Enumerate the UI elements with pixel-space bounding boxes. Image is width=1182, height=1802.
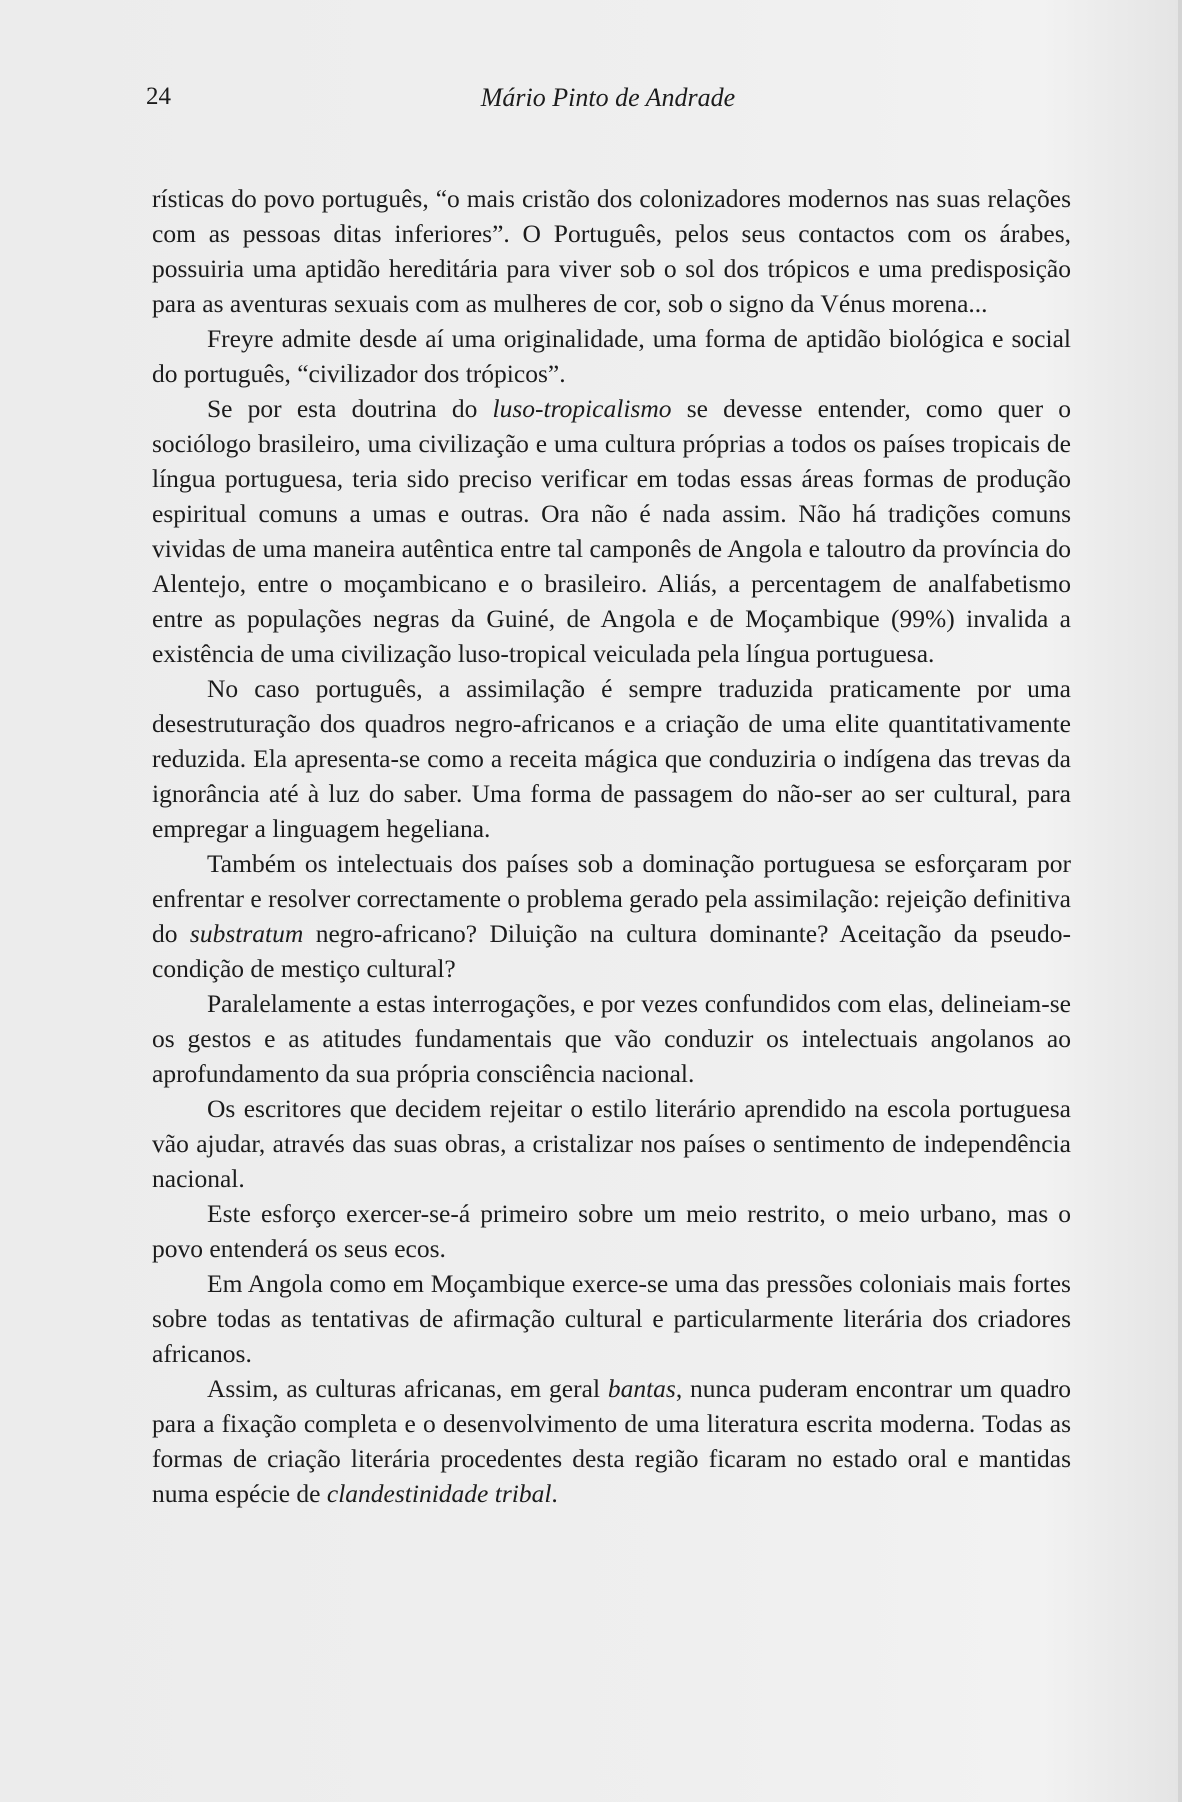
paragraph: rísticas do povo português, “o mais cristão dos colonizadores modernos nas suas relações com as pessoas ditas inferiores”. O Português, pelos seus contactos com os árabes, possuiria uma aptidão hereditária para viver sob o sol dos trópicos e uma predisposição para as aventuras sexuais com as mulheres de cor, sob o signo da Vénus morena... — [152, 184, 1071, 318]
paragraph: Assim, as culturas africanas, em geral bantas, nunca puderam encontrar um quadro para a fixação completa e o desenvolvimento de uma literatura escrita moderna. Todas as formas de criação literária procedentes desta região ficaram no estado oral e mantidas numa espécie de clandestinidade tribal. — [152, 1374, 1071, 1508]
body-text — [152, 181, 1071, 1511]
italic-term: clandestinidade tribal — [326, 1479, 552, 1508]
paragraph: Os escritores que decidem rejeitar o estilo literário aprendido na escola portuguesa vão ajudar, através das suas obras, a cristalizar nos países o sentimento de independência nacional. — [152, 1094, 1071, 1193]
paragraph: Se por esta doutrina do luso-tropicalismo se devesse entender, como quer o sociólogo brasileiro, uma civilização e uma cultura próprias a todos os países tropicais de língua portuguesa, teria sido preciso verificar em todas essas áreas formas de produção espiritual comuns a umas e outras. Ora não é nada assim. Não há tradições comuns vividas de uma maneira autêntica entre tal camponês de Angola e taloutro da província do Alentejo, entre o moçambicano e o brasileiro. Aliás, a percentagem de analfabetismo entre as populações negras da Guiné, de Angola e de Moçambique (99%) invalida a existência de uma civilização luso-tropical veiculada pela língua portuguesa. — [152, 394, 1071, 668]
paragraph: Paralelamente a estas interrogações, e por vezes confundidos com elas, delineiam-se os gestos e as atitudes fundamentais que vão conduzir os intelectuais angolanos ao aprofundamento da sua própria consciência nacional. — [152, 989, 1071, 1088]
page-header — [146, 83, 1070, 123]
italic-term: substratum — [189, 919, 304, 948]
paragraph: Este esforço exercer-se-á primeiro sobre um meio restrito, o meio urbano, mas o povo entenderá os seus ecos. — [152, 1199, 1071, 1263]
paragraph: Freyre admite desde aí uma originalidade, uma forma de aptidão biológica e social do português, “civilizador dos trópicos”. — [152, 324, 1071, 388]
page-number: 24 — [146, 83, 171, 110]
italic-term: luso-tropicalismo — [492, 394, 672, 423]
paragraph: No caso português, a assimilação é sempre traduzida praticamente por uma desestruturação dos quadros negro-africanos e a criação de uma elite quantitativamente reduzida. Ela apresenta-se como a receita mágica que conduziria o indígena das trevas da ignorância até à luz do saber. Uma forma de passagem do não-ser ao ser cultural, para empregar a linguagem hegeliana. — [152, 674, 1071, 843]
paragraph: Em Angola como em Moçambique exerce-se uma das pressões coloniais mais fortes sobre todas as tentativas de afirmação cultural e particularmente literária dos criadores africanos. — [152, 1269, 1071, 1368]
running-title: Mário Pinto de Andrade — [480, 83, 736, 112]
italic-term: bantas — [607, 1374, 676, 1403]
paragraph: Também os intelectuais dos países sob a dominação portuguesa se esforçaram por enfrentar e resolver correctamente o problema gerado pela assimilação: rejeição definitiva do substratum negro-africano? Diluição na cultura dominante? Aceitação da pseudo-condição de mestiço cultural? — [152, 849, 1071, 983]
